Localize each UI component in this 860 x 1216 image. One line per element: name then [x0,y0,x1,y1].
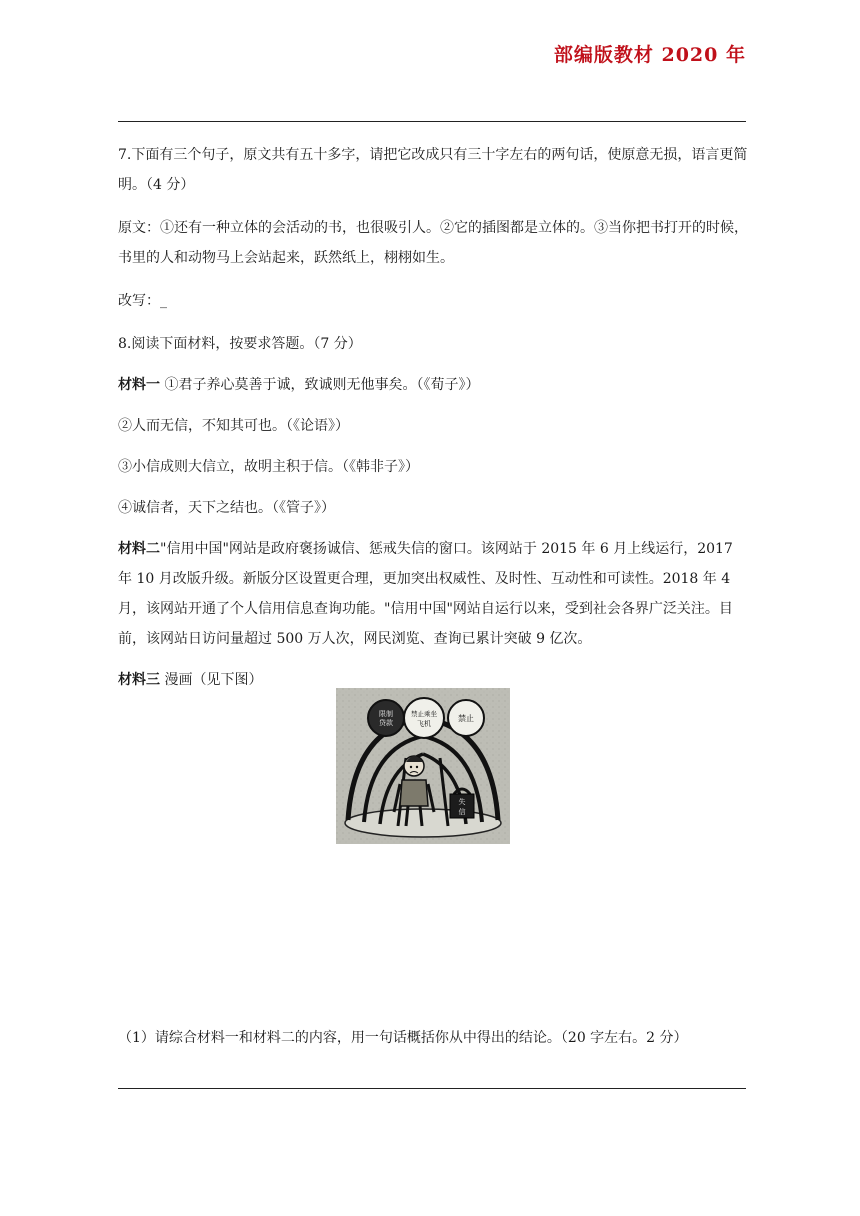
lock-text-2: 信 [458,808,466,816]
sign-no-flight-text-2: 飞机 [417,720,431,728]
q8-prompt: 8.阅读下面材料，按要求答题。（7 分） [118,336,362,352]
q7-prompt: 7.下面有三个句子，原文共有五十多字，请把它改成只有三十字左右的两句话，使原意无损，语言更简明。（4 分） [118,147,748,193]
material3-label: 材料三 [118,672,160,688]
material1-label: 材料一 [118,377,160,393]
material1-item-4: ④诚信者，天下之结也。（《管子》） [118,500,335,516]
sign-loan-limit-text-1: 限制 [379,710,393,718]
material3-text: 漫画（见下图） [164,672,263,688]
sign-ban-text: 禁止 [458,714,474,723]
material1-item-2: ②人而无信，不知其可也。（《论语》） [118,418,349,434]
sign-no-flight-text-1: 禁止乘坐 [411,710,437,718]
sign-no-flight [404,698,444,738]
sign-loan-limit-text-2: 贷款 [379,719,393,727]
sign-loan-limit [368,700,404,736]
q7-original [118,213,748,273]
material1-text: ①君子养心莫善于诚，致诚则无他事矣。（《荀子》） [164,377,480,393]
q7-original-text: ①还有一种立体的会活动的书，也很吸引人。②它的插图都是立体的。③当你把书打开的时候，书里的人和动物马上会站起来，跃然纸上，栩栩如生。 [118,220,748,266]
q7-original-label: 原文： [118,220,160,236]
document-body [118,140,748,708]
material1-item-1 [118,370,748,400]
sign-ban [448,700,484,736]
q8-sub1-prompt: （1）请综合材料一和材料二的内容，用一句话概括你从中得出的结论。（20 字左右。2 分） [118,1030,688,1046]
material2-label: 材料二 [118,541,160,557]
header-divider [118,121,746,122]
answer-line [118,1088,746,1089]
lock-text-1: 失 [458,798,466,806]
header-title: 部编版教材 2020 年 [553,44,746,66]
cartoon-image [336,688,510,844]
q7-rewrite: 改写：_ [118,293,167,309]
material1-item-3: ③小信成则大信立，故明主积于信。（《韩非子》） [118,459,419,475]
material2-text: "信用中国"网站是政府褒扬诚信、惩戒失信的窗口。该网站于 2015 年 6 月上线运行，2017 年 10 月改版升级。新版分区设置更合理，更加突出权威性、及时性、互动性和可读性。2018 年 4 月，该网站开通了个人信用信息查询功能。"信用中国"网站自运行以来，受到社会各界广泛关注。目前，该网站日访问量超过 500 万人次，网民浏览、查询已累计突破 9 亿次。 [118,541,733,647]
material2 [118,534,748,654]
